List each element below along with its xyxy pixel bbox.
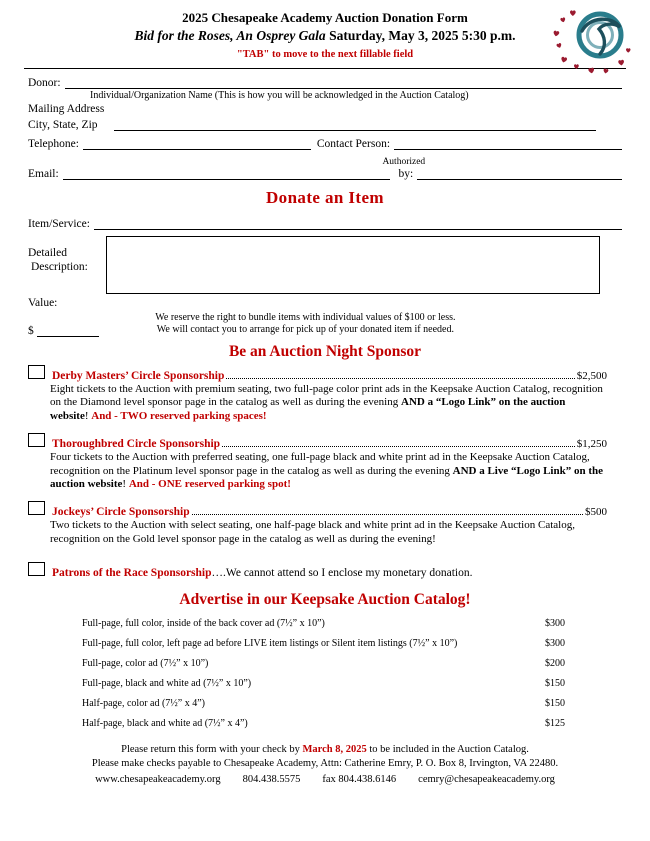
- catalog-heading: Advertise in our Keepsake Auction Catalog!: [179, 591, 471, 609]
- email-label: Email:: [28, 168, 59, 180]
- dot-leader: [192, 512, 583, 515]
- return-deadline: March 8, 2025: [302, 744, 367, 756]
- tier-name: Derby Masters’ Circle Sponsorship: [52, 370, 225, 382]
- authorized-label: Authorized: [382, 157, 426, 167]
- website-link[interactable]: www.chesapeakeacademy.org: [95, 774, 221, 786]
- form-title: 2025 Chesapeake Academy Auction Donation Form: [182, 10, 468, 25]
- ad-price: $300: [545, 638, 565, 650]
- authorized-by-field[interactable]: [417, 166, 622, 180]
- pickup-note: We will contact you to arrange for pick up of your donated item if needed.: [156, 324, 454, 335]
- telephone-label: Telephone:: [28, 138, 79, 150]
- patrons-checkbox[interactable]: [28, 562, 45, 576]
- tier-desc-bold: AND a Live “Logo Link” on the auction website: [50, 464, 603, 491]
- ad-description: Full-page, black and white ad (7½” x 10”): [82, 678, 252, 690]
- authorized-by-label: [382, 157, 426, 180]
- email-row: [28, 157, 622, 180]
- tier-desc-sep: !: [84, 409, 92, 422]
- contact-person-field[interactable]: [394, 136, 622, 150]
- ad-price: $200: [545, 658, 565, 670]
- email-field[interactable]: [63, 166, 391, 180]
- patrons-suffix: ….We cannot attend so I enclose my monetary donation.: [211, 567, 473, 580]
- osprey-logo-graphic: [552, 8, 634, 78]
- tier-desc-bold: AND a “Logo Link” on the auction website: [50, 396, 566, 422]
- tier-name: Thoroughbred Circle Sponsorship: [52, 438, 221, 451]
- return-pre: Please return this form with your check by: [121, 744, 303, 756]
- ad-row: [82, 718, 590, 729]
- mailing-address-label: Mailing Address: [28, 103, 105, 115]
- donor-note: Individual/Organization Name (This is how you will be acknowledged in the Auction Catalog): [90, 90, 469, 101]
- tier-row-jockeys: [28, 501, 607, 518]
- tier-desc-text: Two tickets to the Auction with select seating, one half-page black and white print ad in the Keepsake Auction Catalog, recognition on the Gold level sponsor page in the catalog as well as during the evening!: [50, 519, 575, 545]
- city-state-zip-row: [28, 117, 622, 131]
- donation-notes: [99, 312, 512, 337]
- by-label: by:: [398, 168, 414, 180]
- phone-number: 804.438.5575: [242, 774, 301, 786]
- dollar-sign: $: [28, 325, 34, 337]
- event-line: [28, 28, 622, 44]
- detailed-description-box[interactable]: [106, 236, 600, 294]
- tier-desc-red: And - ONE reserved parking spot!: [128, 478, 291, 491]
- value-row: [28, 311, 622, 337]
- value-field[interactable]: [37, 323, 99, 337]
- city-state-zip-field[interactable]: [114, 117, 596, 131]
- description-area: [28, 236, 622, 294]
- tier-price: $1,250: [576, 438, 607, 451]
- description-label: [28, 236, 106, 294]
- donate-item-heading: Donate an Item: [266, 188, 384, 207]
- ad-row: [82, 658, 590, 669]
- ad-price: $125: [545, 718, 565, 730]
- telephone-row: [28, 136, 622, 150]
- ad-description: Half-page, color ad (7½” x 4”): [82, 698, 205, 710]
- tier-price: $500: [585, 506, 607, 519]
- form-header: [28, 10, 622, 60]
- contact-line: [28, 773, 622, 787]
- ad-price: $300: [545, 618, 565, 630]
- tier-row-patrons: [28, 562, 622, 579]
- email-link[interactable]: cemry@chesapeakeacademy.org: [418, 774, 555, 786]
- tier-desc-sep: !: [122, 478, 129, 491]
- sponsor-section: [28, 343, 622, 579]
- derby-masters-checkbox[interactable]: [28, 365, 45, 379]
- thoroughbred-checkbox[interactable]: [28, 433, 45, 447]
- ad-row: [82, 678, 590, 689]
- ad-description: Full-page, color ad (7½” x 10”): [82, 658, 209, 670]
- tier-description: [50, 383, 606, 423]
- item-service-row: [28, 216, 622, 230]
- item-service-label: Item/Service:: [28, 218, 90, 230]
- tier-desc-text: Four tickets to the Auction with preferred seating, one full-page black and white print ad in the Keepsake Auction Catalog, recognition on the Platinum level sponsor page in the catalog as well as during the evening: [50, 451, 590, 477]
- donor-row: [28, 75, 622, 89]
- return-post: to be included in the Auction Catalog.: [366, 744, 529, 756]
- header-divider: [24, 68, 626, 69]
- donor-section: [28, 75, 622, 180]
- return-instruction: [28, 743, 622, 757]
- tier-name: Patrons of the Race Sponsorship: [52, 567, 212, 580]
- value-label: Value:: [28, 297, 58, 309]
- donor-name-field[interactable]: [65, 75, 622, 89]
- dot-leader: [226, 376, 574, 379]
- contact-person-label: Contact Person:: [316, 138, 391, 150]
- event-datetime: Saturday, May 3, 2025 5:30 p.m.: [325, 28, 516, 43]
- telephone-field[interactable]: [83, 136, 311, 150]
- ad-row: [82, 638, 590, 649]
- tier-description: [50, 451, 606, 491]
- footer: [28, 743, 622, 787]
- bundle-note: We reserve the right to bundle items with individual values of $100 or less.: [155, 311, 456, 323]
- fax-number: fax 804.438.6146: [322, 774, 397, 786]
- ad-description: Full-page, full color, inside of the back cover ad (7½” x 10”): [82, 618, 325, 630]
- tier-name: Jockeys’ Circle Sponsorship: [52, 506, 190, 519]
- donate-item-section: [28, 188, 622, 337]
- ad-row: [82, 698, 590, 709]
- tier-row-thoroughbred: [28, 433, 607, 450]
- tier-desc-red: And - TWO reserved parking spaces!: [91, 409, 267, 422]
- checks-instruction: Please make checks payable to Chesapeake Academy, Attn: Catherine Emry, P. O. Box 8, Irvington, VA 22480.: [91, 758, 559, 770]
- tier-price: $2,500: [576, 370, 607, 382]
- ad-row: [82, 618, 590, 629]
- tab-instruction: "TAB" to move to the next fillable field: [236, 49, 414, 60]
- dot-leader: [222, 444, 575, 447]
- osprey-gala-logo: [552, 8, 634, 78]
- detailed-label: Detailed: [28, 247, 67, 259]
- gala-name: Bid for the Roses, An Osprey Gala: [134, 28, 326, 43]
- item-service-field[interactable]: [94, 216, 622, 230]
- tier-description: [50, 519, 606, 546]
- donor-label: Donor:: [28, 77, 61, 89]
- ad-price: $150: [545, 678, 565, 690]
- ad-description: Full-page, full color, left page ad before LIVE item listings or Silent item listings (7½” x 10”): [82, 638, 458, 650]
- sponsor-heading: Be an Auction Night Sponsor: [228, 343, 422, 360]
- ad-price: $150: [545, 698, 565, 710]
- tier-row-derby: [28, 365, 607, 382]
- jockeys-checkbox[interactable]: [28, 501, 45, 515]
- city-state-zip-label: City, State, Zip: [28, 119, 98, 131]
- description-word-label: Description:: [31, 261, 88, 273]
- catalog-section: [28, 591, 622, 729]
- ad-description: Half-page, black and white ad (7½” x 4”): [82, 718, 248, 730]
- tier-desc-text: Eight tickets to the Auction with premium seating, two full-page color print ads in the Keepsake Auction Catalog, recognition on the Diamond level sponsor page in the catalog as well as during the evening: [50, 383, 603, 409]
